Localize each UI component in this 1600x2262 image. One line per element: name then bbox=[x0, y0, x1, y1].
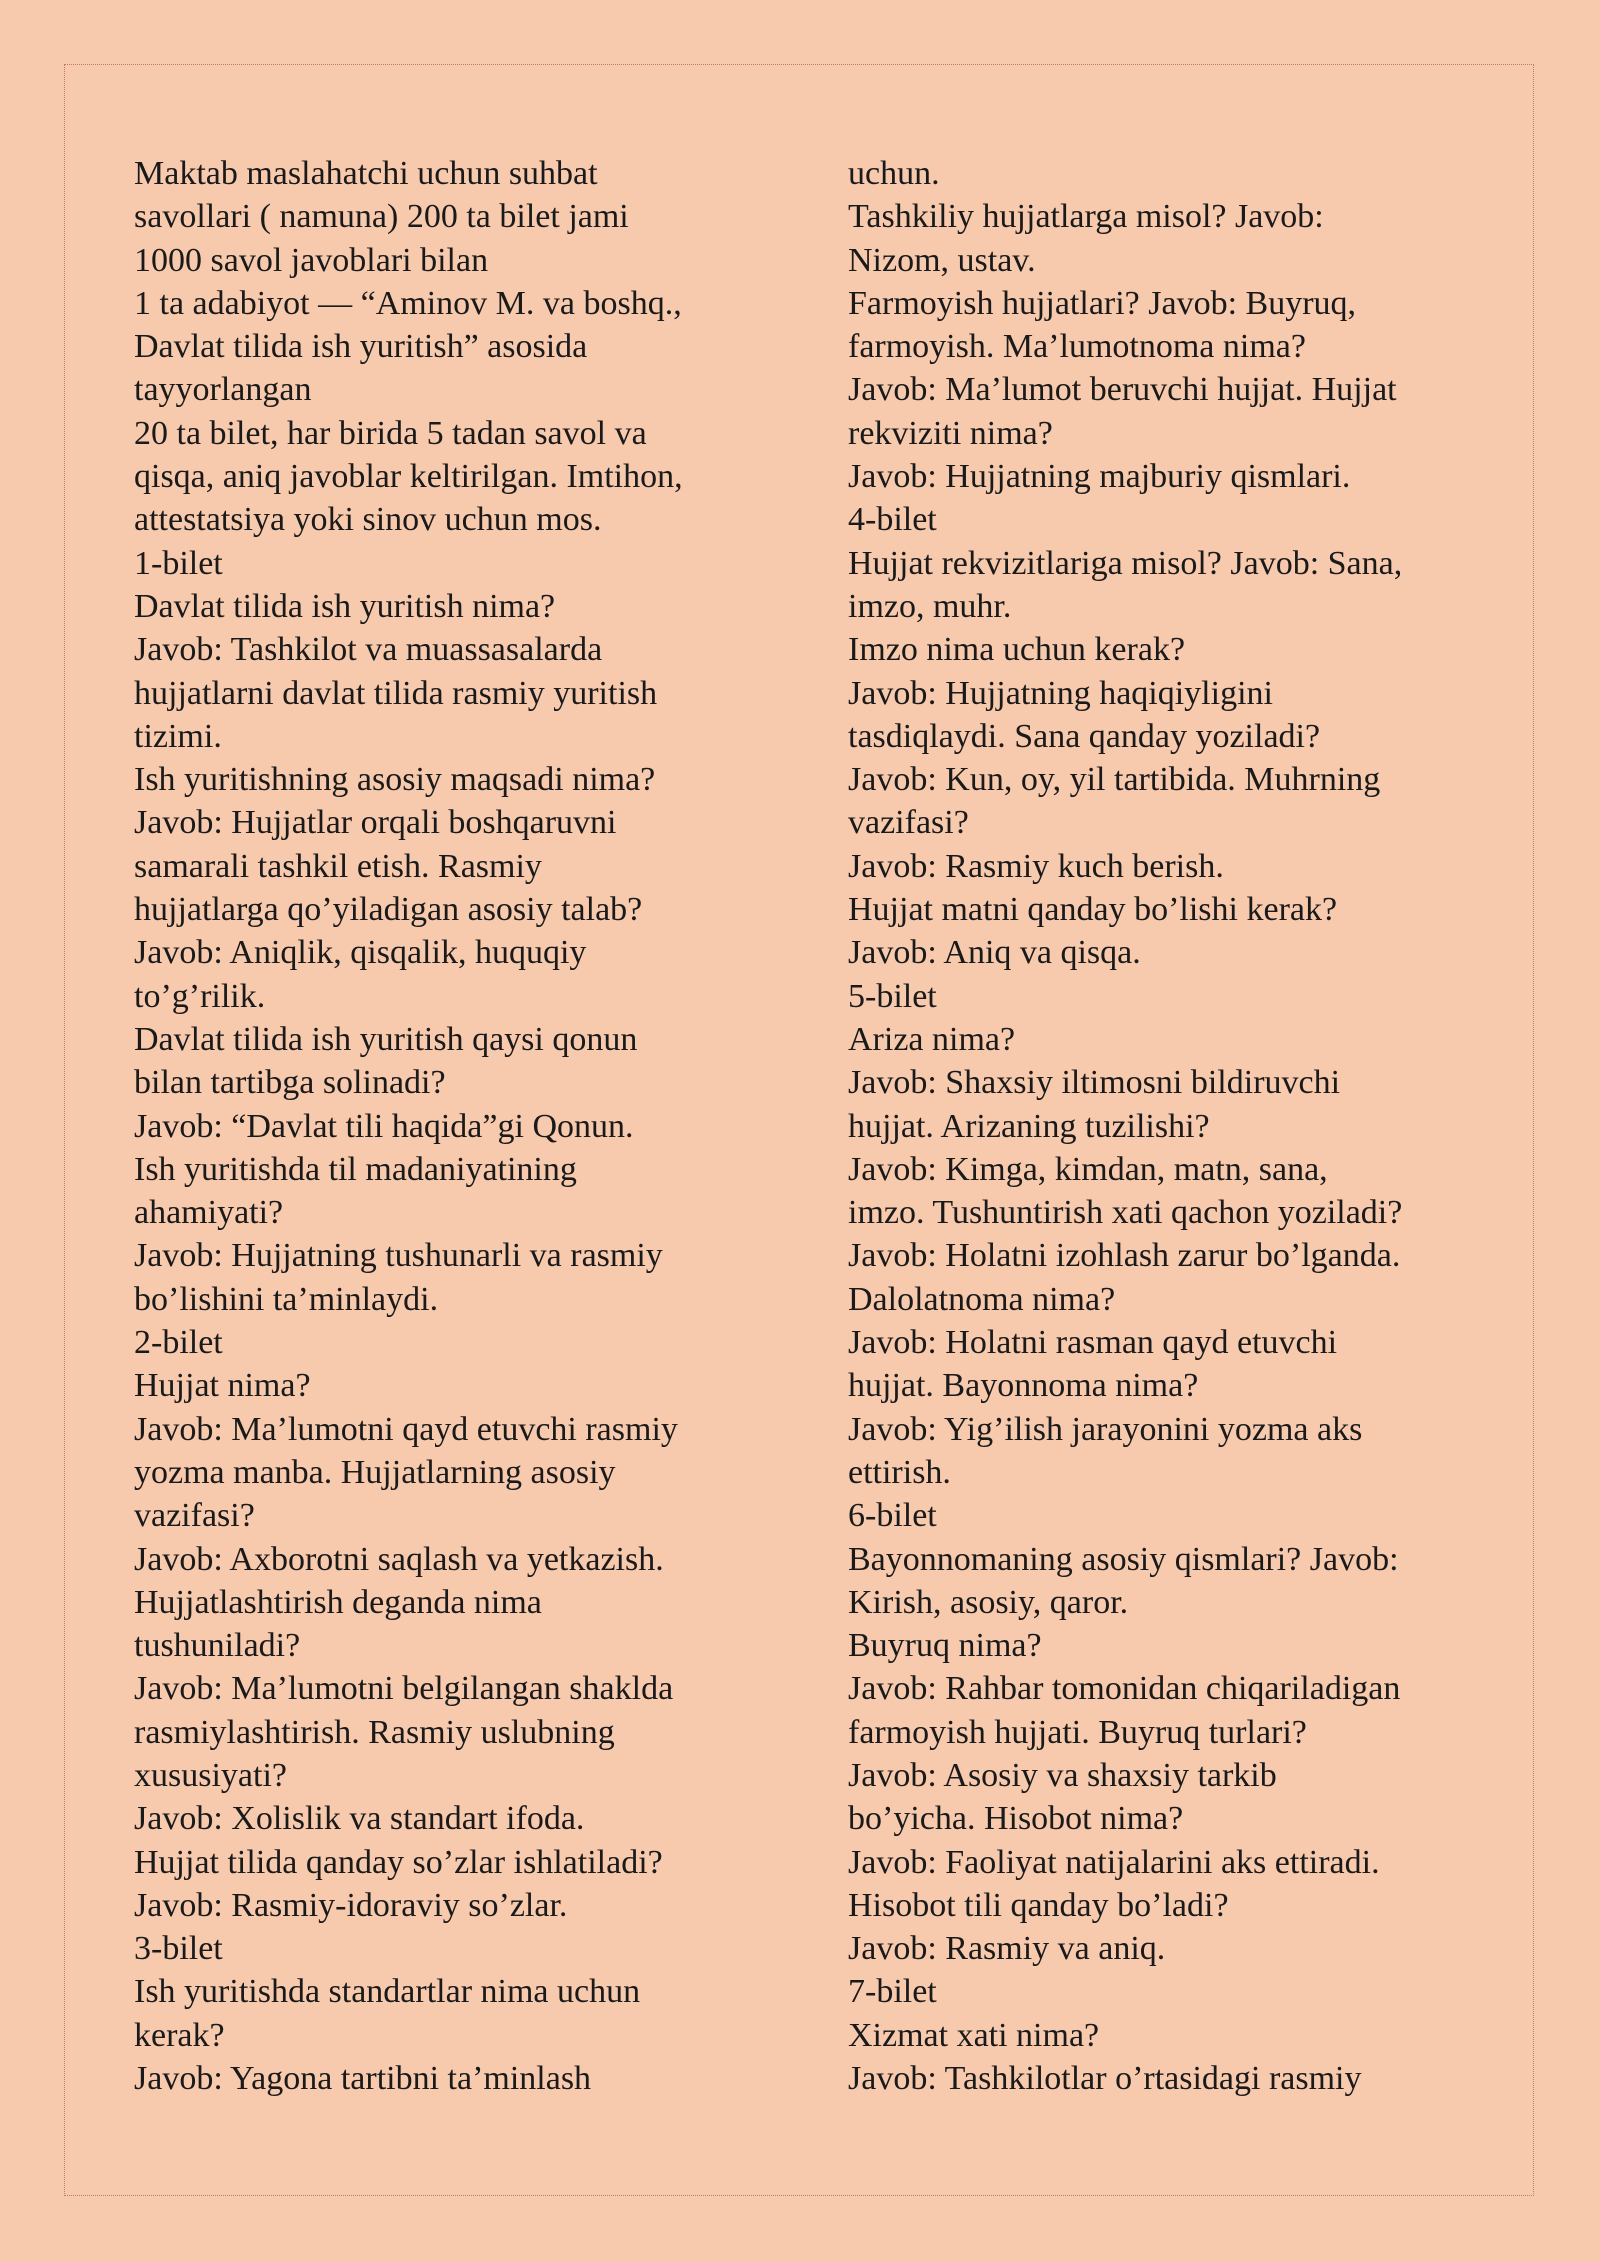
text-line: Hisobot tili qanday bo’ladi? bbox=[848, 1886, 1229, 1924]
text-line: Nizom, ustav. bbox=[848, 241, 1036, 279]
text-line: Javob: Hujjatning majburiy qismlari. bbox=[848, 458, 1351, 496]
text-line: ahamiyati? bbox=[134, 1194, 284, 1232]
text-line: xususiyati? bbox=[134, 1756, 287, 1794]
text-line: Javob: Ma’lumotni belgilangan shaklda bbox=[134, 1670, 674, 1708]
text-line: ettirish. bbox=[848, 1453, 951, 1491]
text-line: Javob: Xolislik va standart ifoda. bbox=[134, 1800, 585, 1838]
text-line: farmoyish. Ma’lumotnoma nima? bbox=[848, 328, 1306, 366]
text-line: tizimi. bbox=[134, 717, 222, 755]
text-line: attestatsiya yoki sinov uchun mos. bbox=[134, 501, 602, 539]
text-line: Ariza nima? bbox=[848, 1020, 1016, 1058]
text-line: Davlat tilida ish yuritish qaysi qonun bbox=[134, 1020, 638, 1058]
text-line: Javob: Rahbar tomonidan chiqariladigan bbox=[848, 1670, 1401, 1708]
text-line: Javob: Yagona tartibni ta’minlash bbox=[134, 2060, 592, 2098]
text-line: Javob: Tashkilot va muassasalarda bbox=[134, 631, 603, 669]
text-line: imzo. Tushuntirish xati qachon yoziladi? bbox=[848, 1194, 1403, 1232]
text-line: 1 ta adabiyot — “Aminov M. va boshq., bbox=[134, 284, 682, 322]
text-line: rasmiylashtirish. Rasmiy uslubning bbox=[134, 1713, 615, 1751]
text-line: Dalolatnoma nima? bbox=[848, 1280, 1116, 1318]
text-line: Farmoyish hujjatlari? Javob: Buyruq, bbox=[848, 284, 1357, 322]
text-line: Javob: Hujjatlar orqali boshqaruvni bbox=[134, 804, 617, 842]
text-line: tasdiqlaydi. Sana qanday yoziladi? bbox=[848, 717, 1321, 755]
text-line: farmoyish hujjati. Buyruq turlari? bbox=[848, 1713, 1307, 1751]
text-line: Javob: Asosiy va shaxsiy tarkib bbox=[848, 1756, 1277, 1794]
text-line: Javob: Kimga, kimdan, matn, sana, bbox=[848, 1150, 1328, 1188]
text-line: Javob: Aniq va qisqa. bbox=[848, 934, 1141, 972]
text-line: Ish yuritishda standartlar nima uchun bbox=[134, 1973, 641, 2011]
text-line: 7-bilet bbox=[848, 1973, 937, 2011]
left-text-column bbox=[134, 152, 754, 2100]
text-line: Javob: Tashkilotlar o’rtasidagi rasmiy bbox=[848, 2060, 1362, 2098]
text-line: vazifasi? bbox=[134, 1497, 255, 1535]
text-line: imzo, muhr. bbox=[848, 587, 1012, 625]
text-line: 6-bilet bbox=[848, 1497, 937, 1535]
text-line: Javob: Axborotni saqlash va yetkazish. bbox=[134, 1540, 664, 1578]
text-line: Javob: Aniqlik, qisqalik, huquqiy bbox=[134, 934, 587, 972]
text-line: hujjatlarga qo’yiladigan asosiy talab? bbox=[134, 891, 643, 929]
text-line: 20 ta bilet, har birida 5 tadan savol va bbox=[134, 414, 647, 452]
text-line: 5-bilet bbox=[848, 977, 937, 1015]
text-line: samarali tashkil etish. Rasmiy bbox=[134, 847, 542, 885]
text-line: Javob: Hujjatning haqiqiyligini bbox=[848, 674, 1273, 712]
text-line: savollari ( namuna) 200 ta bilet jami bbox=[134, 198, 629, 236]
text-line: Davlat tilida ish yuritish” asosida bbox=[134, 328, 588, 366]
text-line: Davlat tilida ish yuritish nima? bbox=[134, 587, 556, 625]
text-line: tayyorlangan bbox=[134, 371, 312, 409]
text-line: Xizmat xati nima? bbox=[848, 2016, 1100, 2054]
text-line: Javob: Holatni izohlash zarur bo’lganda. bbox=[848, 1237, 1401, 1275]
text-line: Ish yuritishning asosiy maqsadi nima? bbox=[134, 761, 656, 799]
text-line: Javob: Rasmiy kuch berish. bbox=[848, 847, 1224, 885]
text-line: Javob: Shaxsiy iltimosni bildiruvchi bbox=[848, 1064, 1341, 1102]
text-line: Hujjat tilida qanday so’zlar ishlatiladi? bbox=[134, 1843, 663, 1881]
text-line: qisqa, aniq javoblar keltirilgan. Imtihon, bbox=[134, 458, 683, 496]
text-line: Maktab maslahatchi uchun suhbat bbox=[134, 155, 598, 192]
text-line: Javob: Ma’lumotni qayd etuvchi rasmiy bbox=[134, 1410, 678, 1448]
text-line: 1000 savol javoblari bilan bbox=[134, 241, 489, 279]
text-line: Javob: Hujjatning tushunarli va rasmiy bbox=[134, 1237, 663, 1275]
text-line: tushuniladi? bbox=[134, 1627, 301, 1665]
text-line: to’g’rilik. bbox=[134, 977, 266, 1015]
text-line: Javob: Ma’lumot beruvchi hujjat. Hujjat bbox=[848, 371, 1397, 409]
text-line: rekviziti nima? bbox=[848, 414, 1053, 452]
text-line: bo’yicha. Hisobot nima? bbox=[848, 1800, 1184, 1838]
text-line: Javob: Holatni rasman qayd etuvchi bbox=[848, 1324, 1338, 1362]
text-line: bo’lishini ta’minlaydi. bbox=[134, 1280, 439, 1318]
text-line: hujjat. Bayonnoma nima? bbox=[848, 1367, 1199, 1405]
text-line: Kirish, asosiy, qaror. bbox=[848, 1583, 1129, 1621]
text-line: kerak? bbox=[134, 2016, 225, 2054]
text-line: hujjatlarni davlat tilida rasmiy yuritish bbox=[134, 674, 658, 712]
text-line: Hujjat nima? bbox=[134, 1367, 311, 1405]
text-line: vazifasi? bbox=[848, 804, 969, 842]
text-line: bilan tartibga solinadi? bbox=[134, 1064, 446, 1102]
text-line: hujjat. Arizaning tuzilishi? bbox=[848, 1107, 1210, 1145]
text-line: Javob: Yig’ilish jarayonini yozma aks bbox=[848, 1410, 1363, 1448]
text-line: Tashkiliy hujjatlarga misol? Javob: bbox=[848, 198, 1324, 236]
text-line: Imzo nima uchun kerak? bbox=[848, 631, 1186, 669]
text-line: 2-bilet bbox=[134, 1324, 223, 1362]
text-line: uchun. bbox=[848, 155, 940, 192]
text-line: yozma manba. Hujjatlarning asosiy bbox=[134, 1453, 616, 1491]
text-line: Javob: Kun, oy, yil tartibida. Muhrning bbox=[848, 761, 1381, 799]
text-line: Javob: “Davlat tili haqida”gi Qonun. bbox=[134, 1107, 634, 1145]
text-line: Javob: Rasmiy va aniq. bbox=[848, 1930, 1166, 1968]
text-line: Ish yuritishda til madaniyatining bbox=[134, 1150, 577, 1188]
text-line: Hujjatlashtirish deganda nima bbox=[134, 1583, 542, 1621]
text-line: Javob: Faoliyat natijalarini aks ettiradi. bbox=[848, 1843, 1380, 1881]
right-text-column bbox=[848, 152, 1468, 2100]
text-line: Buyruq nima? bbox=[848, 1627, 1042, 1665]
text-line: 3-bilet bbox=[134, 1930, 223, 1968]
text-line: 1-bilet bbox=[134, 544, 223, 582]
text-line: Hujjat matni qanday bo’lishi kerak? bbox=[848, 891, 1338, 929]
text-line: Javob: Rasmiy-idoraviy so’zlar. bbox=[134, 1886, 568, 1924]
text-line: 4-bilet bbox=[848, 501, 937, 539]
text-line: Bayonnomaning asosiy qismlari? Javob: bbox=[848, 1540, 1399, 1578]
text-line: Hujjat rekvizitlariga misol? Javob: Sana, bbox=[848, 544, 1403, 582]
